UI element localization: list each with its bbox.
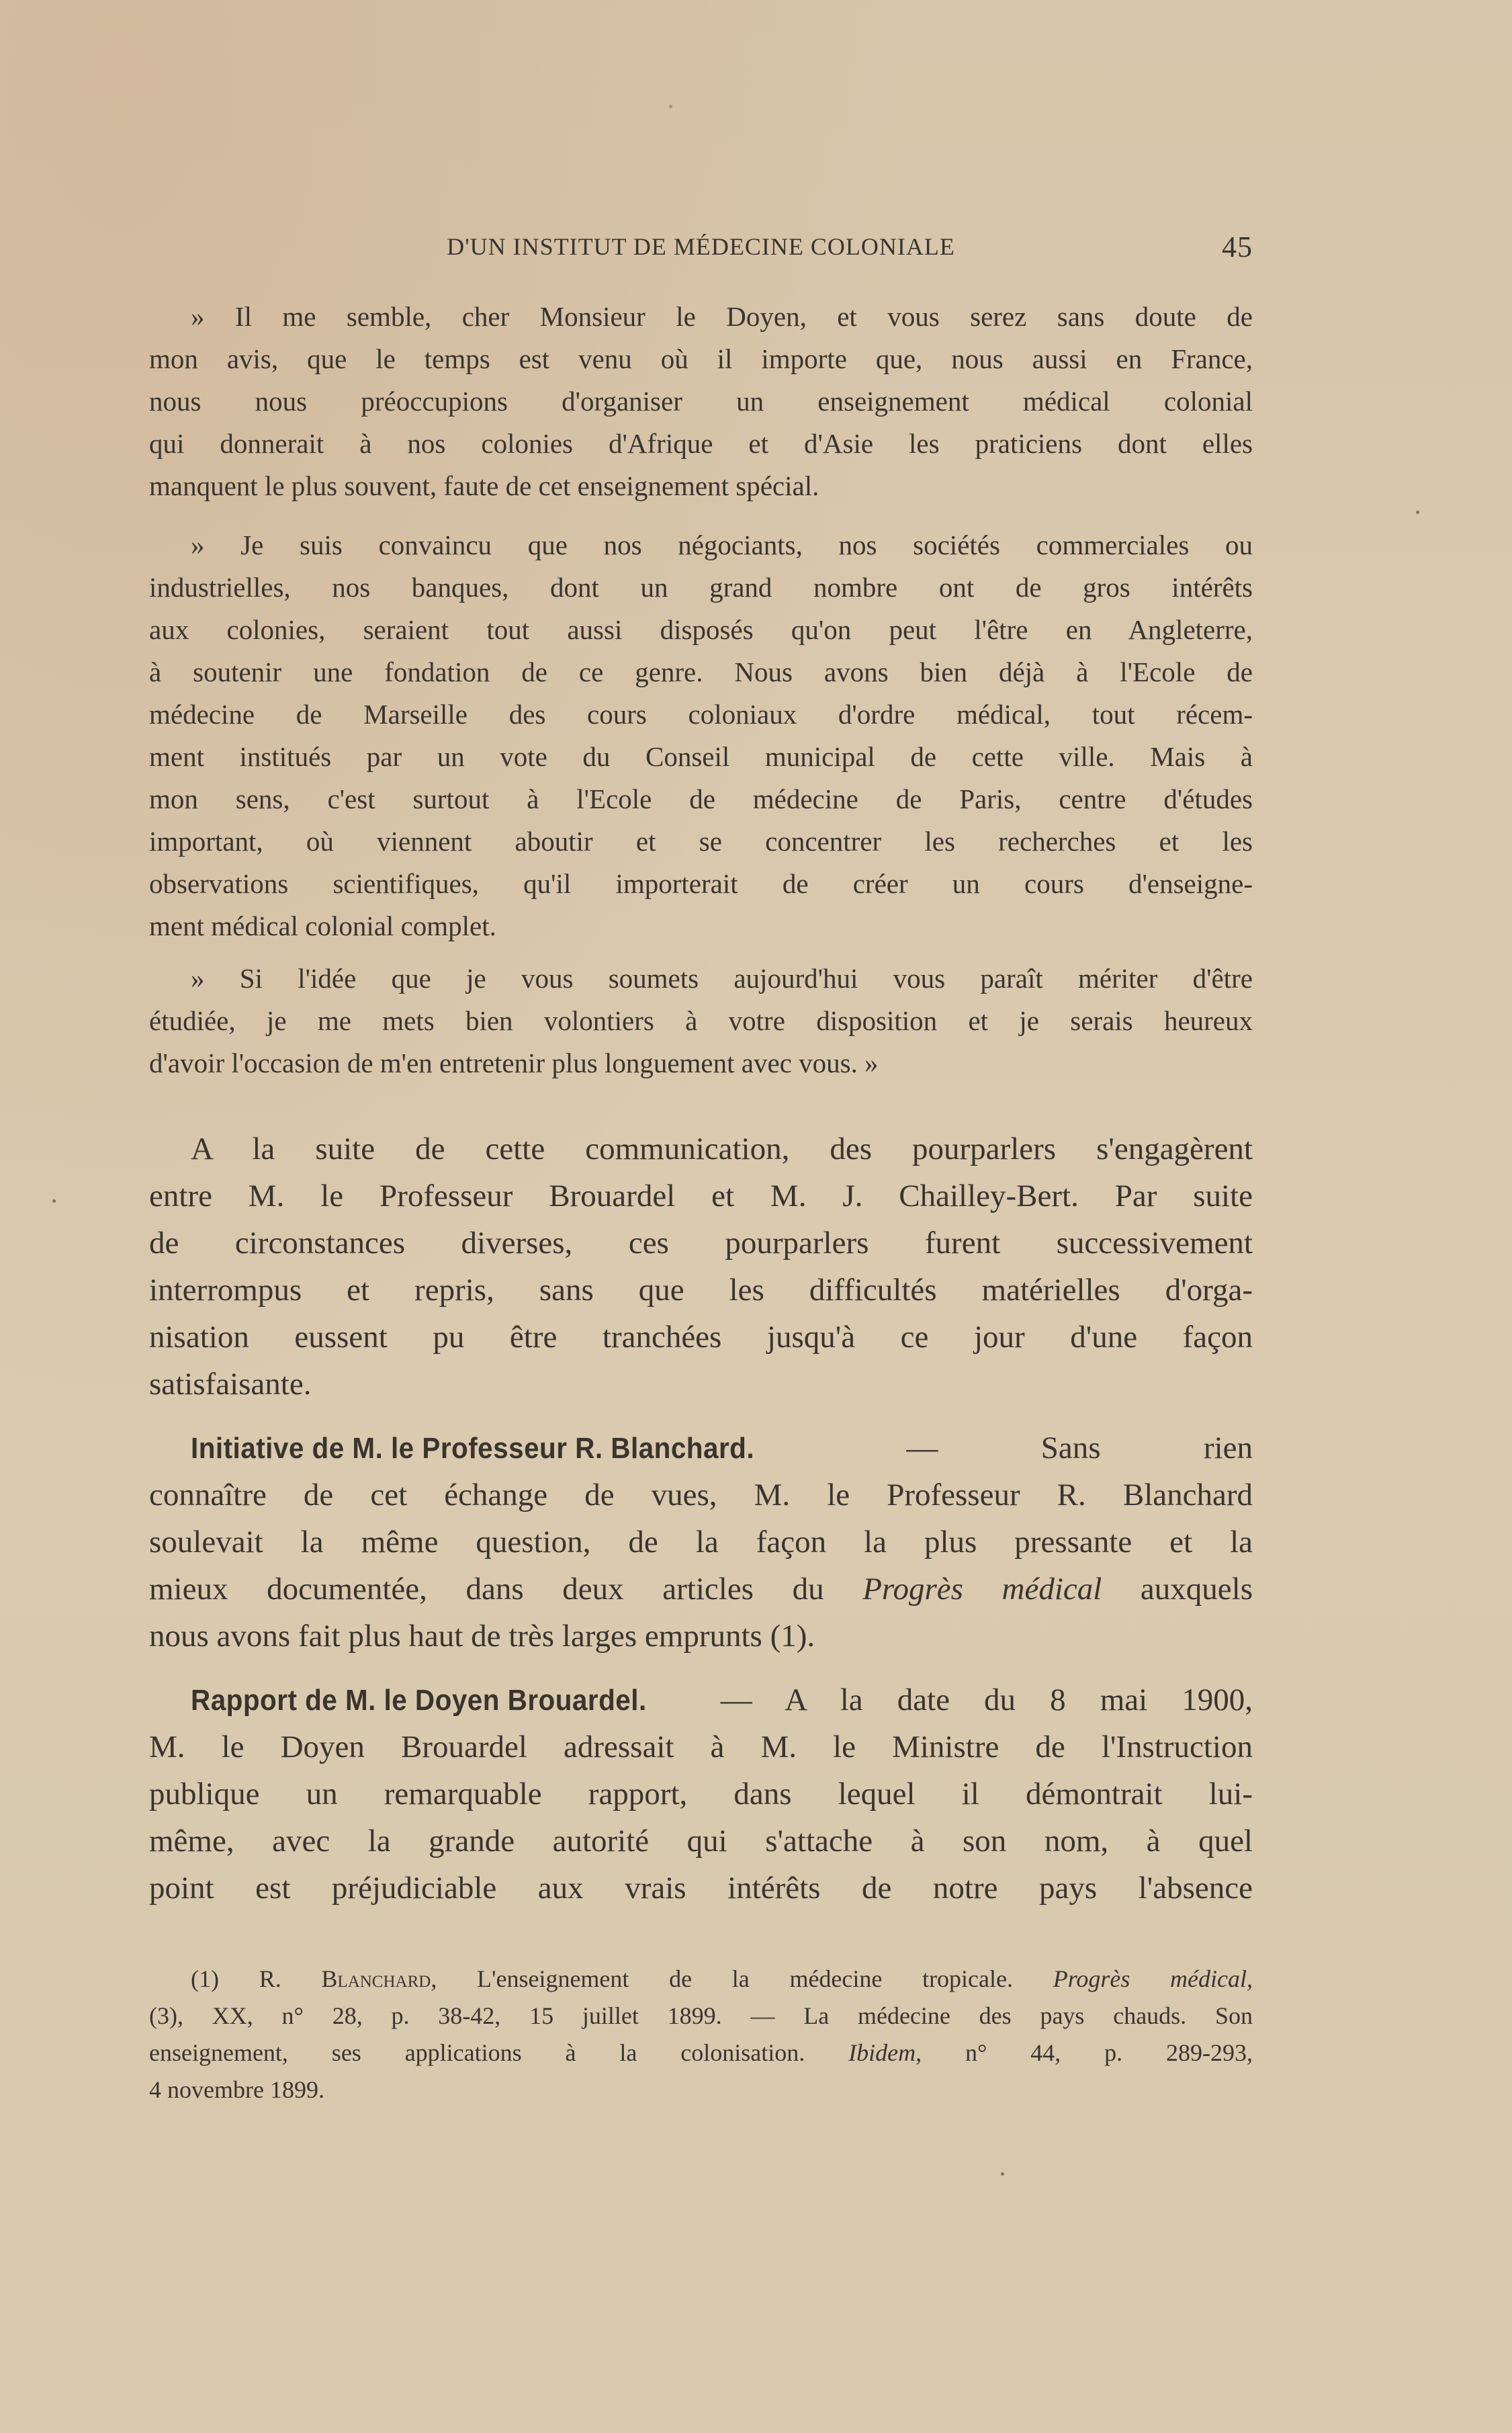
- footnote-line: [149, 2035, 1253, 2072]
- em-dash: —: [686, 1682, 785, 1717]
- text-line: M. le Doyen Brouardel adressait à M. le Ministre de l'Instruction: [149, 1730, 1253, 1764]
- text-line: industrielles, nos banques, dont un grand nombre ont de gros intérêts: [149, 572, 1253, 603]
- text-line: point est préjudiciable aux vrais intérêts de notre pays l'absence: [149, 1871, 1253, 1906]
- text-line: nisation eussent pu être tranchées jusqu'à ce jour d'une façon: [149, 1320, 1253, 1355]
- author-name: Blanchard: [321, 1965, 431, 1992]
- page-number: 45: [1222, 230, 1253, 263]
- text-line: observations scientifiques, qu'il importerait de créer un cours d'enseigne-: [149, 868, 1253, 899]
- text-run: Sans rien: [1040, 1431, 1253, 1465]
- text-run: enseignement, ses applications à la colonisation.: [149, 2039, 849, 2066]
- section-heading-rapport: Rapport de M. le Doyen Brouardel.: [191, 1684, 647, 1717]
- journal-title: Progrès médical,: [1053, 1965, 1253, 1992]
- text-line: médecine de Marseille des cours coloniaux d'ordre médical, tout récem-: [149, 699, 1253, 730]
- ibidem: Ibidem: [848, 2039, 916, 2066]
- text-line: nous avons fait plus haut de très larges emprunts (1).: [149, 1619, 815, 1654]
- text-line: étudiée, je me mets bien volontiers à votre disposition et je serais heureux: [149, 1005, 1253, 1036]
- journal-title: Progrès médical: [862, 1572, 1102, 1607]
- text-line: même, avec la grande autorité qui s'attache à son nom, à quel: [149, 1824, 1253, 1859]
- text-line: mon avis, que le temps est venu où il importe que, nous aussi en France,: [149, 343, 1253, 374]
- paper-speck: [52, 1199, 56, 1203]
- em-dash: —: [803, 1431, 1041, 1465]
- author-initial: R.: [259, 1965, 281, 1992]
- text-line: ment médical colonial complet.: [149, 910, 496, 941]
- page-header: [149, 230, 1253, 263]
- text-line: ment institués par un vote du Conseil municipal de cette ville. Mais à: [149, 741, 1253, 772]
- text-line: entre M. le Professeur Brouardel et M. J. Chailley-Bert. Par suite: [149, 1179, 1253, 1213]
- text-line: » Si l'idée que je vous soumets aujourd'hui vous paraît mériter d'être: [191, 963, 1253, 994]
- text-run: , n° 44, p. 289-293,: [916, 2039, 1253, 2066]
- text-line: publique un remarquable rapport, dans lequel il démontrait lui-: [149, 1777, 1253, 1811]
- text-line: interrompus et repris, sans que les difficultés matérielles d'orga-: [149, 1273, 1253, 1308]
- text-line: A la suite de cette communication, des pourparlers s'engagèrent: [191, 1132, 1253, 1166]
- section-rapport-first-line: [149, 1676, 1253, 1723]
- footnote-line: (3), XX, n° 28, p. 38-42, 15 juillet 1899. — La médecine des pays chauds. Son: [149, 2002, 1253, 2029]
- running-title: D'UN INSTITUT DE MÉDECINE COLONIALE: [447, 233, 955, 260]
- text-line: connaître de cet échange de vues, M. le Professeur R. Blanchard: [149, 1478, 1253, 1512]
- paper-speck: [1416, 511, 1419, 514]
- text-line: de circonstances diverses, ces pourparlers furent successivement: [149, 1226, 1253, 1261]
- footnote-marker: (1): [191, 1965, 219, 1992]
- text-line: satisfaisante.: [149, 1367, 312, 1402]
- text-line: qui donnerait à nos colonies d'Afrique et d'Asie les praticiens dont elles: [149, 428, 1253, 459]
- section-initiative-first-line: [149, 1424, 1253, 1471]
- text-line: » Il me semble, cher Monsieur le Doyen, et vous serez sans doute de: [191, 301, 1253, 332]
- text-line: [149, 1566, 1253, 1613]
- text-line: soulevait la même question, de la façon la plus pressante et la: [149, 1525, 1253, 1560]
- text-line: nous nous préoccupions d'organiser un enseignement médical colonial: [149, 386, 1253, 417]
- footnote-line: 4 novembre 1899.: [149, 2076, 324, 2103]
- paper-speck: [1001, 2172, 1004, 2176]
- text-run: , L'enseignement de la médecine tropicale.: [431, 1965, 1053, 1992]
- paper-speck: [669, 105, 672, 108]
- section-heading-initiative: Initiative de M. le Professeur R. Blanchard.: [191, 1432, 755, 1465]
- text-run: A la date du 8 mai 1900,: [785, 1682, 1253, 1717]
- text-run: mieux documentée, dans deux articles du: [149, 1572, 863, 1607]
- text-line: important, où viennent aboutir et se concentrer les recherches et les: [149, 826, 1253, 857]
- text-line: aux colonies, seraient tout aussi disposés qu'on peut l'être en Angleterre,: [149, 614, 1253, 645]
- text-line: » Je suis convaincu que nos négociants, nos sociétés commerciales ou: [191, 529, 1253, 560]
- text-line: d'avoir l'occasion de m'en entretenir plus longuement avec vous. »: [149, 1048, 879, 1078]
- text-line: mon sens, c'est surtout à l'Ecole de médecine de Paris, centre d'études: [149, 783, 1253, 814]
- text-line: manquent le plus souvent, faute de cet enseignement spécial.: [149, 470, 819, 501]
- footnote-line: [149, 1961, 1253, 1998]
- text-run: auxquels: [1102, 1572, 1253, 1607]
- text-line: à soutenir une fondation de ce genre. Nous avons bien déjà à l'Ecole de: [149, 656, 1253, 687]
